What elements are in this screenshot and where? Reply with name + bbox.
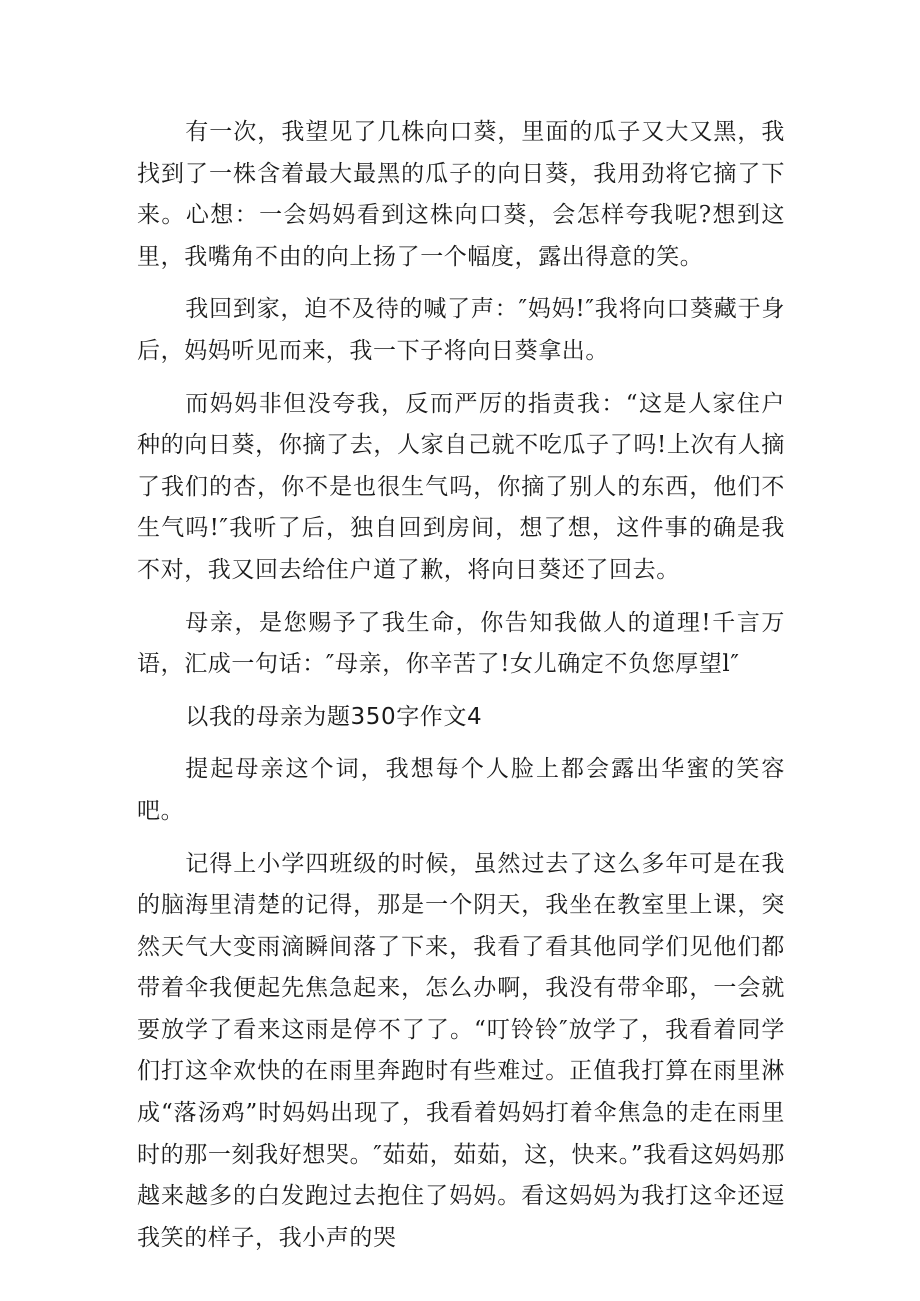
paragraph-thanks-to-mother: 母亲，是您赐予了我生命，你告知我做人的道理!千言万语，汇成一句话：″母亲，你辛苦了!女儿确定不负您厚望l″ bbox=[137, 609, 785, 678]
paragraph-rainy-day: 记得上小学四班级的时候，虽然过去了这么多年可是在我的脑海里清楚的记得，那是一个阴天，我坐在教室里上课，突然天气大变雨滴瞬间落了下来，我看了看其他同学们见他们都带着伞我便起先焦急起来，怎么办啊，我没有带伞耶，一会就要放学了看来这雨是停不了了。“叮铃铃″放学了，我看着同学们打这伞欢快的在雨里奔跑时有些难过。正值我打算在雨里淋成“落汤鸡”时妈妈出现了，我看着妈妈打着伞焦急的走在雨里时的那一刻我好想哭。″茹茹，茹茹，这，快来。”我看这妈妈那越来越多的白发跑过去抱住了妈妈。看这妈妈为我打这伞还逗我笑的样子，我小声的哭 bbox=[137, 850, 785, 1251]
essay-title: 以我的母亲为题350字作文4 bbox=[185, 703, 483, 730]
paragraph-sunflower-picking: 有一次，我望见了几株向口葵，里面的瓜子又大又黑，我找到了一株含着最大最黑的瓜子的向日葵，我用劲将它摘了下来。心想：一会妈妈看到这株向口葵，会怎样夸我呢?想到这里，我嘴角不由的向上扬了一个幅度，露出得意的笑。 bbox=[137, 119, 785, 270]
paragraph-mother-scolds: 而妈妈非但没夸我，反而严厉的指责我：“这是人家住户种的向日葵，你摘了去，人家自己就不吃瓜子了吗!上次有人摘了我们的杏，你不是也很生气吗，你摘了别人的东西，他们不生气吗!″我听了后，独自回到房间，想了想，这件事的确是我不对，我又回去给住户道了歉，将向日葵还了回去。 bbox=[137, 390, 785, 583]
document-body bbox=[137, 112, 785, 1259]
paragraph-arriving-home: 我回到家，迫不及待的喊了声：″妈妈!″我将向口葵藏于身后，妈妈听见而来，我一下子将向日葵拿出。 bbox=[137, 296, 785, 364]
paragraph-opening: 提起母亲这个词，我想每个人脸上都会露出华蜜的笑容吧。 bbox=[137, 756, 785, 824]
